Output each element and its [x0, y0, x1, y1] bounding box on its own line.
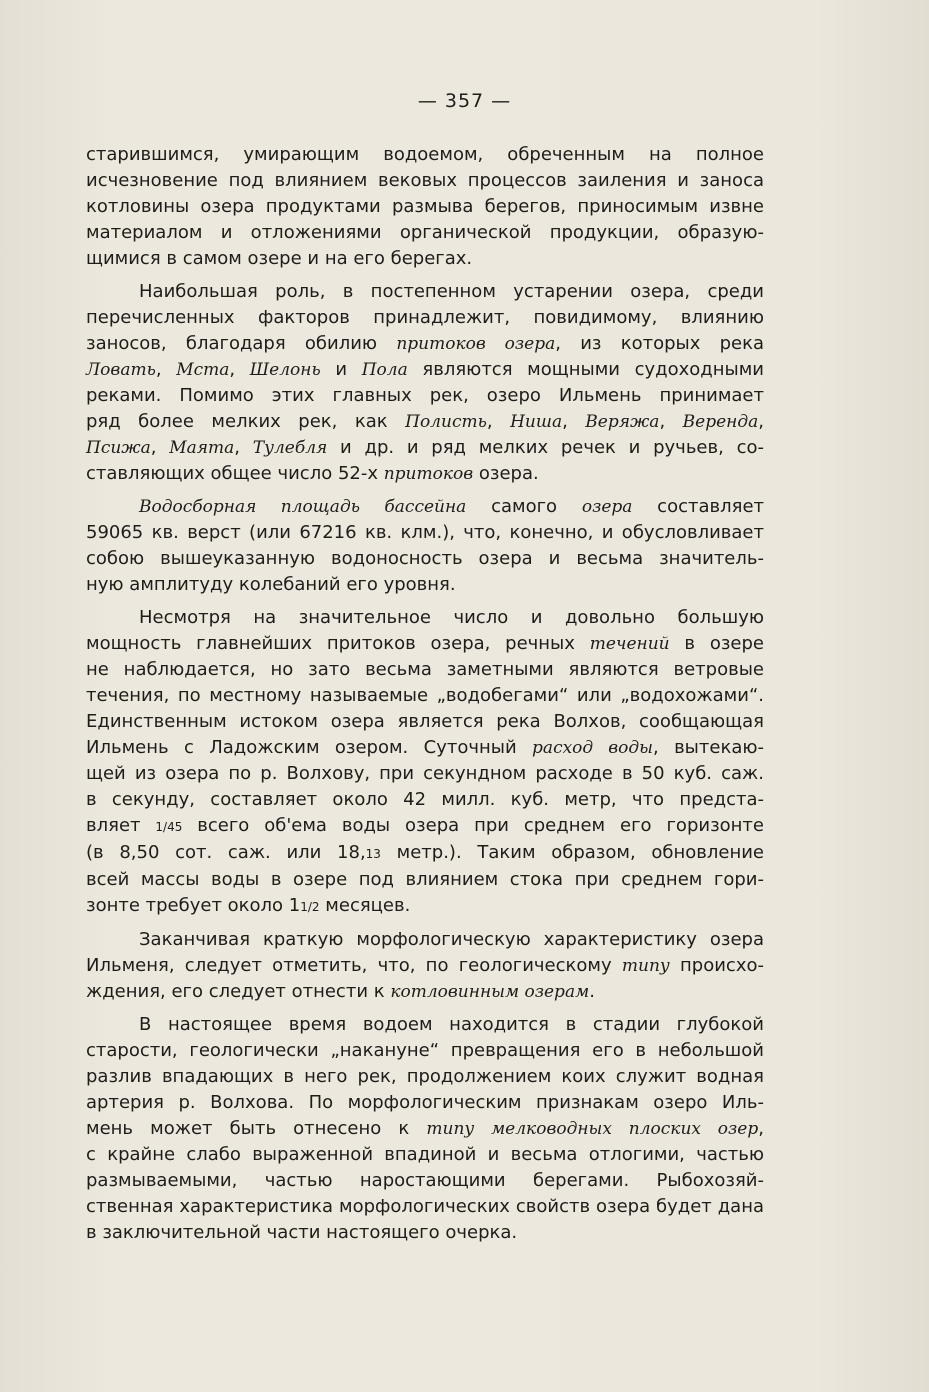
emphasis: Пола [361, 360, 408, 380]
emphasis: Мста [176, 360, 230, 380]
text-segment: , [229, 359, 250, 380]
text-segment: мощность главнейших притоков озера, речных [86, 633, 590, 654]
decimal-digits: 13 [365, 847, 381, 861]
fraction: 1/2 [300, 900, 320, 914]
page-number: — 357 — [417, 90, 512, 112]
text-segment: . [589, 981, 595, 1002]
text-line: размываемыми, частью наростающими берегами. Рыбохозяй- [86, 1170, 764, 1191]
text-line: собою вышеуказанную водоносность озера и весьма значитель- [86, 548, 764, 569]
text-segment: являются мощными судоходными [407, 359, 764, 380]
text-line [86, 813, 764, 840]
text-segment: и др. и ряд мелких речек и ручьев, со- [327, 437, 764, 458]
paragraph-5 [86, 927, 764, 1005]
text-line [86, 1116, 764, 1142]
text-segment: ряд более мелких рек, как [86, 411, 406, 432]
text-line: в секунду, составляет около 42 милл. куб. метр, что предста- [86, 789, 764, 810]
paragraph-1 [86, 142, 764, 272]
emphasis: притоков [383, 464, 474, 484]
text-segment: происхо- [669, 955, 764, 976]
text-segment: мень может быть отнесено к [86, 1118, 427, 1139]
text-segment: , [758, 1118, 764, 1139]
emphasis: Веренда [682, 412, 759, 432]
paragraph-6 [86, 1012, 764, 1246]
text-line: щей из озера по р. Волхову, при секундном расходе в 50 куб. саж. [86, 763, 764, 784]
text-line: перечисленных факторов принадлежит, повидимому, влиянию [86, 307, 764, 328]
text-segment: озера. [473, 463, 539, 484]
text-line: разлив впадающих в него рек, продолжением коих служит водная [86, 1066, 764, 1087]
text-segment: составляет [632, 496, 765, 517]
text-segment: Ильменя, следует отметить, что, по геологическому [86, 955, 622, 976]
text-line: ственная характеристика морфологических свойств озера будет дана [86, 1196, 764, 1217]
text-line [86, 735, 764, 761]
text-line: старившимся, умирающим водоемом, обреченным на полное [86, 144, 764, 165]
text-line [86, 979, 764, 1005]
text-line [86, 840, 764, 867]
text-line: исчезновение под влиянием вековых процессов заиления и заноса [86, 170, 764, 191]
text-line: в заключительной части настоящего очерка. [86, 1222, 518, 1243]
text-line: В настоящее время водоем находится в стадии глубокой [139, 1014, 764, 1035]
text-segment: заносов, благодаря обилию [86, 333, 397, 354]
text-line [86, 435, 764, 461]
text-segment: (в 8,50 сот. саж. или 18, [86, 842, 366, 863]
text-segment: ждения, его следует отнести к [86, 981, 391, 1002]
text-line [86, 953, 764, 979]
paragraph-4 [86, 605, 764, 920]
emphasis: типу [621, 956, 670, 976]
text-line: старости, геологически „накануне“ превращения его в небольшой [86, 1040, 764, 1061]
text-segment: , [659, 411, 683, 432]
text-line: реками. Помимо этих главных рек, озеро Ильмень принимает [86, 385, 764, 406]
text-line: ную амплитуду колебаний его уровня. [86, 574, 456, 595]
emphasis: Ловать [86, 360, 156, 380]
text-segment: ставляющих общее число 52-х [86, 463, 384, 484]
emphasis: Водосборная площадь бассейна [139, 497, 467, 517]
emphasis: расход воды [532, 738, 653, 758]
text-segment: в озере [669, 633, 764, 654]
emphasis: Веряжа [585, 412, 660, 432]
text-line: материалом и отложениями органической продукции, образую- [86, 222, 764, 243]
text-line [86, 409, 764, 435]
paragraph-3 [86, 494, 764, 598]
text-segment: и [320, 359, 362, 380]
text-line: артерия р. Волхова. По морфологическим признакам озеро Иль- [86, 1092, 764, 1113]
emphasis: Полисть [405, 412, 487, 432]
text-line [86, 494, 764, 520]
text-segment: метр.). Таким образом, обновление [380, 842, 764, 863]
text-line: не наблюдается, но зато весьма заметными являются ветровые [86, 659, 764, 680]
text-line [86, 331, 764, 357]
text-line: Заканчивая краткую морфологическую характеристику озера [139, 929, 764, 950]
paragraph-2 [86, 279, 764, 487]
emphasis: Шелонь [249, 360, 321, 380]
text-line: всей массы воды в озере под влиянием стока при среднем гори- [86, 869, 764, 890]
text-segment: зонте требует около 1 [86, 895, 301, 916]
emphasis: притоков озера [396, 334, 556, 354]
emphasis: озера [581, 497, 633, 517]
emphasis: Тулебля [252, 438, 328, 458]
text-line [86, 357, 764, 383]
text-line: котловины озера продуктами размыва берегов, приносимым извне [86, 196, 764, 217]
text-line: 59065 кв. верст (или 67216 кв. клм.), что, конечно, и обусловливает [86, 522, 764, 543]
text-segment: вляет [86, 815, 156, 836]
emphasis: течений [589, 634, 670, 654]
text-segment: , [562, 411, 586, 432]
text-segment: , [486, 411, 511, 432]
text-segment: самого [466, 496, 582, 517]
text-line: с крайне слабо выраженной впадиной и весьма отлогими, частью [86, 1144, 764, 1165]
emphasis: котловинным озерам [390, 982, 590, 1002]
emphasis: Псижа [86, 438, 151, 458]
fraction: 1/45 [155, 820, 183, 834]
text-line [86, 631, 764, 657]
text-segment: , [150, 437, 170, 458]
text-segment: , [234, 437, 253, 458]
text-line [86, 461, 764, 487]
text-segment: месяцев. [319, 895, 411, 916]
emphasis: типу мелководных плоских озер [426, 1119, 759, 1139]
text-segment: , из которых река [555, 333, 765, 354]
emphasis: Маята [169, 438, 235, 458]
text-segment: , [758, 411, 764, 432]
text-line: течения, по местному называемые „водобегами“ или „водохожами“. [86, 685, 764, 706]
emphasis: Ниша [510, 412, 563, 432]
text-line: Наибольшая роль, в постепенном устарении озера, среди [139, 281, 764, 302]
text-line: Несмотря на значительное число и довольно большую [139, 607, 764, 628]
text-segment: , [155, 359, 177, 380]
text-line: щимися в самом озере и на его берегах. [86, 248, 473, 269]
text-line [86, 893, 764, 920]
text-line: Единственным истоком озера является река Волхов, сообщающая [86, 711, 764, 732]
text-segment: всего об'ема воды озера при среднем его горизонте [182, 815, 764, 836]
text-segment: , вытекаю- [652, 737, 765, 758]
body-text [86, 142, 764, 1253]
text-segment: Ильмень с Ладожским озером. Суточный [86, 737, 533, 758]
